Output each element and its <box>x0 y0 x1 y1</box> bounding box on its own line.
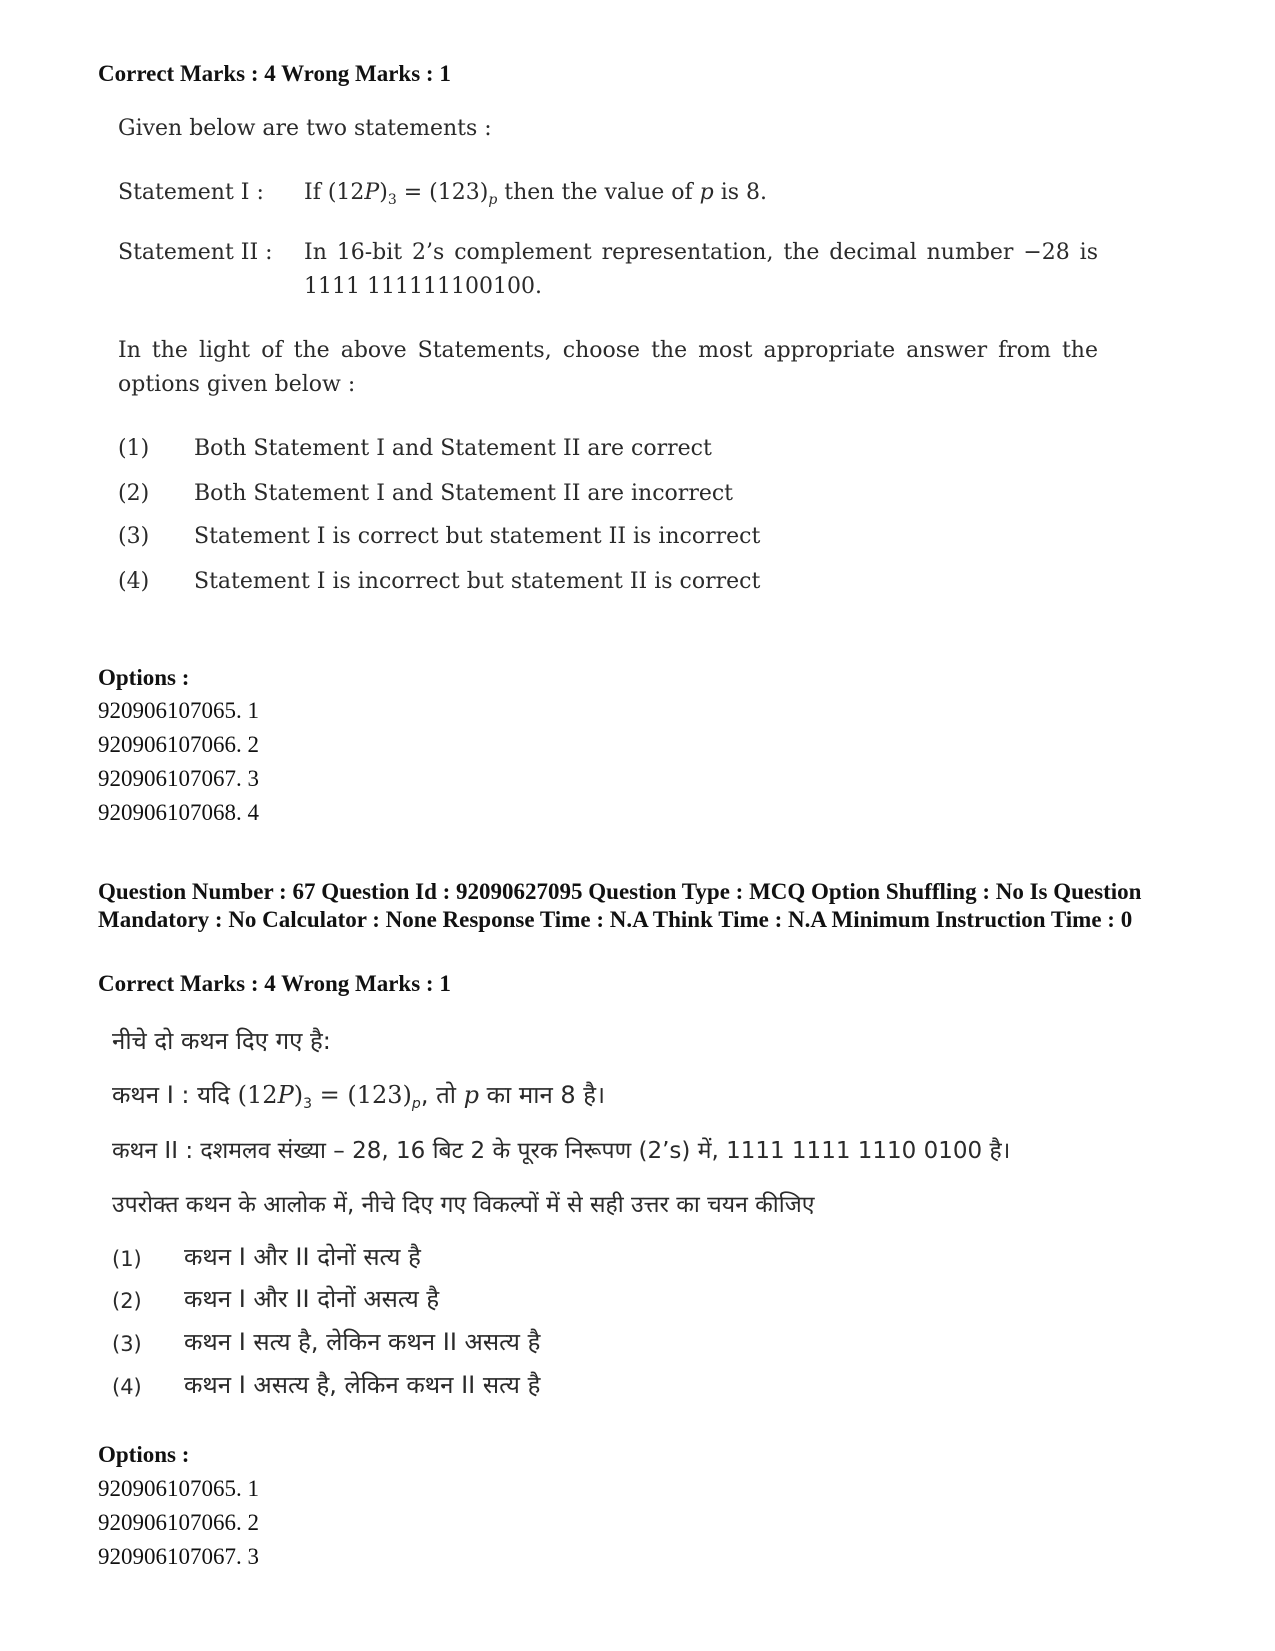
q66-choice-text: Both Statement I and Statement II are incorrect <box>194 481 734 506</box>
q67-choice-number: (2) <box>112 1289 142 1313</box>
option-id-line: 920906107066. 2 <box>98 1510 259 1535</box>
q66-choice-number: (4) <box>118 569 150 594</box>
option-id-line: 920906107067. 3 <box>98 1544 259 1569</box>
option-id-line: 920906107067. 3 <box>98 766 259 791</box>
question-67-metadata: Question Number : 67 Question Id : 92090627095 Question Type : MCQ Option Shuffling : No Is Question Mandatory : No Calculator : None Response Time : N.A Think Time : N.A Minimum Instruction Time : 0 <box>98 879 1142 932</box>
q67-choice-number: (4) <box>112 1375 142 1399</box>
q67-statement1: कथन I : यदि $(12P)_3 = (123)_p$, तो p का मान 8 है। <box>112 1081 606 1112</box>
q67-intro: नीचे दो कथन दिए गए है: <box>112 1027 331 1055</box>
q66-choice-text: Statement I is incorrect but statement II is correct <box>194 569 761 594</box>
q66-statement2: In 16-bit 2’s complement representation, the decimal number −28 is 1111 111111100100. <box>304 240 1098 299</box>
q66-statement1-label: Statement I : <box>118 180 264 205</box>
option-id-line: 920906107065. 1 <box>98 698 259 723</box>
option-id-line: 920906107065. 1 <box>98 1476 259 1501</box>
q66-choice-text: Both Statement I and Statement II are correct <box>194 436 712 461</box>
q67-choice-number: (1) <box>112 1247 142 1271</box>
q67-choice-text: कथन I सत्य है, लेकिन कथन II असत्य है <box>184 1328 541 1356</box>
option-id-line: 920906107066. 2 <box>98 732 259 757</box>
q66-choice-number: (2) <box>118 481 150 506</box>
question-67-figure <box>112 1020 1112 1420</box>
q67-choice-text: कथन I और II दोनों सत्य है <box>184 1243 421 1271</box>
q66-statement1: If $(12P)_3 = (123)_p$ then the value of p is 8. <box>304 180 768 208</box>
option-id-line: 920906107068. 4 <box>98 800 259 825</box>
options-label: Options : <box>98 1442 190 1467</box>
q67-choice-text: कथन I असत्य है, लेकिन कथन II सत्य है <box>184 1371 541 1399</box>
q66-choice-text: Statement I is correct but statement II is incorrect <box>194 524 761 549</box>
q66-choice-number: (1) <box>118 436 150 461</box>
q67-choice-text: कथन I और II दोनों असत्य है <box>184 1285 440 1313</box>
q67-choice-number: (3) <box>112 1332 142 1356</box>
q66-instruction: In the light of the above Statements, choose the most appropriate answer from the options given below : <box>118 338 1098 397</box>
marks-line-q67: Correct Marks : 4 Wrong Marks : 1 <box>98 971 451 996</box>
q66-choice-number: (3) <box>118 524 150 549</box>
options-label: Options : <box>98 665 190 690</box>
q66-statement2-label: Statement II : <box>118 240 273 265</box>
question-66-figure <box>118 112 1098 612</box>
marks-line-q66: Correct Marks : 4 Wrong Marks : 1 <box>98 61 451 86</box>
q67-statement2: कथन II : दशमलव संख्या – 28, 16 बिट 2 के पूरक निरूपण (2’s) में, 1111 1111 1110 0100 है। <box>112 1138 1011 1164</box>
q67-instruction: उपरोक्त कथन के आलोक में, नीचे दिए गए विकल्पों में से सही उत्तर का चयन कीजिए <box>112 1192 815 1218</box>
q66-intro: Given below are two statements : <box>118 116 492 141</box>
